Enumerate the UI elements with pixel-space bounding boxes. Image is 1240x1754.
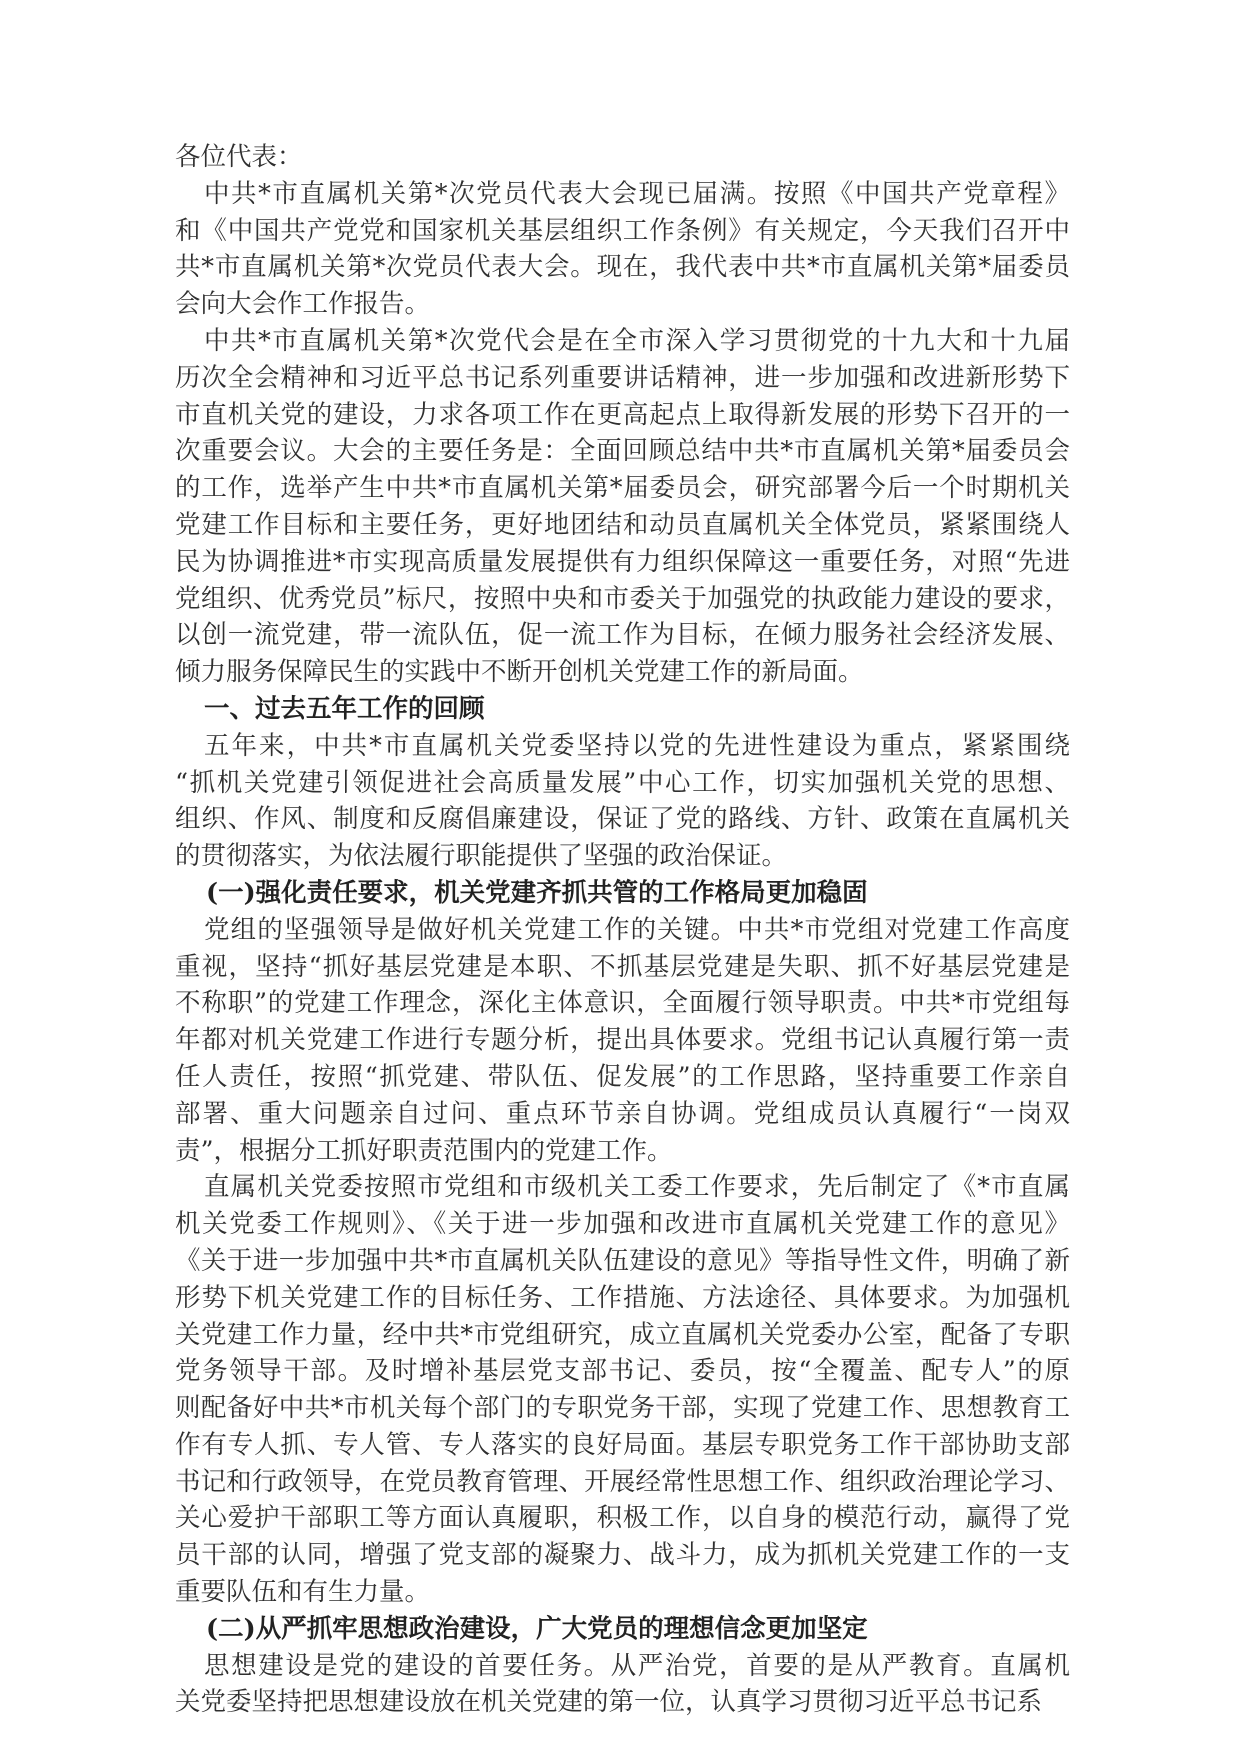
paragraph xyxy=(175,912,1070,1170)
text-line: 党建工作目标和主要任务，更好地团结和动员直属机关全体党员，紧紧围绕人 xyxy=(175,509,1070,540)
text-line: (一)强化责任要求，机关党建齐抓共管的工作格局更加稳固 xyxy=(206,877,868,908)
text-line: 的贯彻落实，为依法履行职能提供了坚强的政治保证。 xyxy=(175,841,788,872)
document-page xyxy=(175,139,1070,1721)
paragraph xyxy=(175,323,1070,691)
text-line: 员干部的认同，增强了党支部的凝聚力、战斗力，成为抓机关党建工作的一支 xyxy=(175,1540,1070,1571)
text-line: 的工作，选举产生中共*市直属机关第*届委员会，研究部署今后一个时期机关 xyxy=(175,473,1070,504)
section-heading xyxy=(175,1611,1070,1648)
text-line: 关心爱护干部职工等方面认真履职，积极工作，以自身的模范行动，赢得了党 xyxy=(175,1503,1070,1534)
text-line: 《关于进一步加强中共*市直属机关队伍建设的意见》等指导性文件，明确了新 xyxy=(175,1245,1070,1276)
paragraph xyxy=(175,1648,1070,1722)
text-line: 一、过去五年工作的回顾 xyxy=(204,693,485,724)
text-line: 中共*市直属机关第*次党代会是在全市深入学习贯彻党的十九大和十九届 xyxy=(204,325,1070,356)
text-line: 民为协调推进*市实现高质量发展提供有力组织保障这一重要任务，对照“先进 xyxy=(175,546,1070,577)
text-line: 和《中国共产党党和国家机关基层组织工作条例》有关规定，今天我们召开中 xyxy=(175,215,1070,246)
text-line: 思想建设是党的建设的首要任务。从严治党，首要的是从严教育。直属机 xyxy=(204,1650,1070,1681)
text-line: 党务领导干部。及时增补基层党支部书记、委员，按“全覆盖、配专人”的原 xyxy=(175,1356,1070,1387)
text-line: 不称职”的党建工作理念，深化主体意识，全面履行领导职责。中共*市党组每 xyxy=(175,988,1070,1019)
text-line: 重要队伍和有生力量。 xyxy=(175,1577,431,1608)
text-line: 关党委坚持把思想建设放在机关党建的第一位，认真学习贯彻习近平总书记系 xyxy=(175,1687,1043,1718)
paragraph xyxy=(175,1169,1070,1611)
text-line: 年都对机关党建工作进行专题分析，提出具体要求。党组书记认真履行第一责 xyxy=(175,1025,1070,1056)
text-line: 共*市直属机关第*次党员代表大会。现在，我代表中共*市直属机关第*届委员 xyxy=(175,252,1070,283)
text-line: 党组织、优秀党员”标尺，按照中央和市委关于加强党的执政能力建设的要求， xyxy=(175,583,1070,614)
text-line: 党组的坚强领导是做好机关党建工作的关键。中共*市党组对党建工作高度 xyxy=(204,914,1070,945)
text-line: 组织、作风、制度和反腐倡廉建设，保证了党的路线、方针、政策在直属机关 xyxy=(175,804,1070,835)
text-line: 任人责任，按照“抓党建、带队伍、促发展”的工作思路，坚持重要工作亲自 xyxy=(175,1061,1070,1092)
paragraph xyxy=(175,176,1070,323)
paragraph xyxy=(175,728,1070,875)
text-line: 部署、重大问题亲自过问、重点环节亲自协调。党组成员认真履行“一岗双 xyxy=(175,1098,1070,1129)
text-line: 五年来，中共*市直属机关党委坚持以党的先进性建设为重点，紧紧围绕 xyxy=(204,730,1070,761)
text-line: 形势下机关党建工作的目标任务、工作措施、方法途径、具体要求。为加强机 xyxy=(175,1282,1070,1313)
salutation xyxy=(175,139,1070,176)
text-line: 会向大会作工作报告。 xyxy=(175,289,431,320)
text-line: 次重要会议。大会的主要任务是：全面回顾总结中共*市直属机关第*届委员会 xyxy=(175,436,1070,467)
text-line: 作有专人抓、专人管、专人落实的良好局面。基层专职党务工作干部协助支部 xyxy=(175,1429,1070,1460)
text-line: 则配备好中共*市机关每个部门的专职党务干部，实现了党建工作、思想教育工 xyxy=(175,1393,1070,1424)
text-line: 责”，根据分工抓好职责范围内的党建工作。 xyxy=(175,1135,673,1166)
section-heading xyxy=(175,691,1070,728)
text-line: (二)从严抓牢思想政治建设，广大党员的理想信念更加坚定 xyxy=(206,1613,868,1644)
text-line: “抓机关党建引领促进社会高质量发展”中心工作，切实加强机关党的思想、 xyxy=(175,767,1070,798)
text-line: 中共*市直属机关第*次党员代表大会现已届满。按照《中国共产党章程》 xyxy=(204,178,1070,209)
text-line: 倾力服务保障民生的实践中不断开创机关党建工作的新局面。 xyxy=(175,657,864,688)
text-line: 重视，坚持“抓好基层党建是本职、不抓基层党建是失职、抓不好基层党建是 xyxy=(175,951,1070,982)
section-heading xyxy=(175,875,1070,912)
text-line: 各位代表： xyxy=(175,142,303,172)
text-line: 历次全会精神和习近平总书记系列重要讲话精神，进一步加强和改进新形势下 xyxy=(175,362,1070,393)
text-line: 机关党委工作规则》、《关于进一步加强和改进市直属机关党建工作的意见》 xyxy=(175,1209,1070,1240)
text-line: 书记和行政领导，在党员教育管理、开展经常性思想工作、组织政治理论学习、 xyxy=(175,1466,1070,1497)
text-line: 直属机关党委按照市党组和市级机关工委工作要求，先后制定了《*市直属 xyxy=(204,1172,1070,1203)
text-line: 市直机关党的建设，力求各项工作在更高起点上取得新发展的形势下召开的一 xyxy=(175,399,1070,430)
text-line: 关党建工作力量，经中共*市党组研究，成立直属机关党委办公室，配备了专职 xyxy=(175,1319,1070,1350)
text-line: 以创一流党建，带一流队伍，促一流工作为目标，在倾力服务社会经济发展、 xyxy=(175,620,1070,651)
